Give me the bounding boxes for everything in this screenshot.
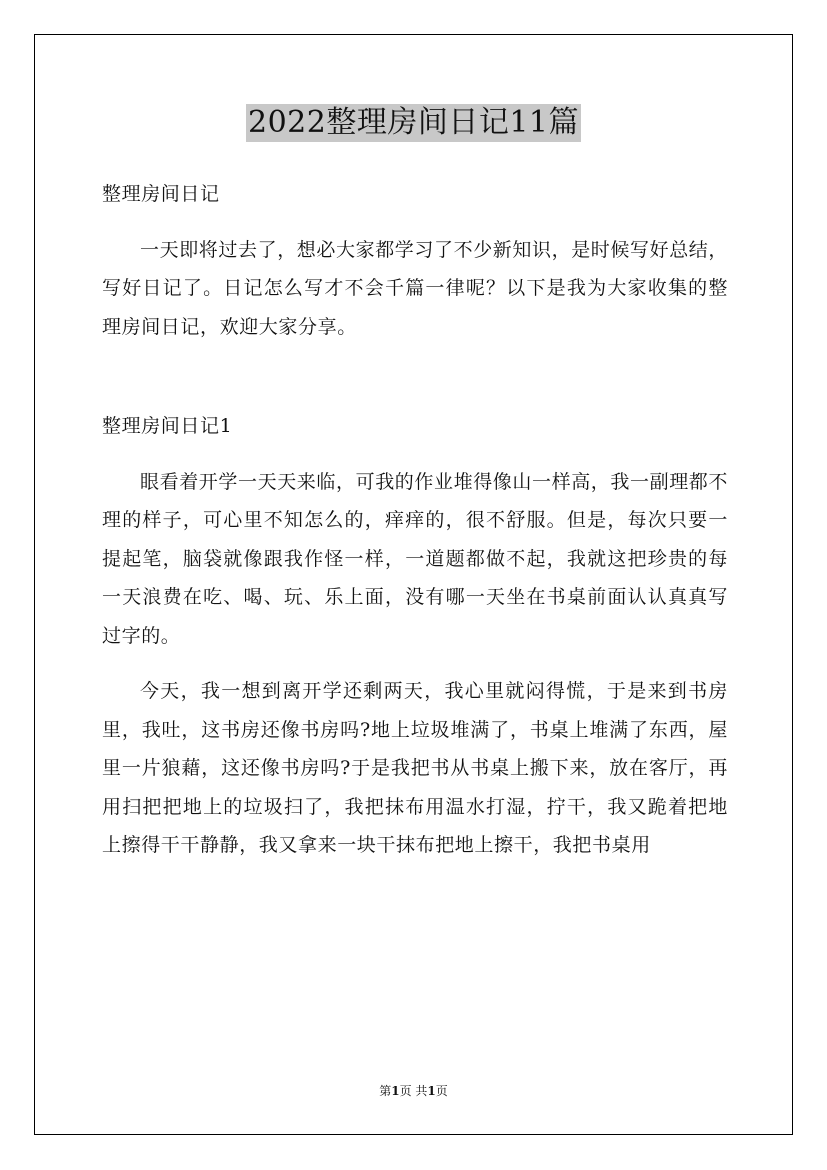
section-spacer xyxy=(102,346,728,407)
page-footer xyxy=(0,1083,827,1099)
footer-page-total: 1 xyxy=(427,1084,436,1098)
title-container xyxy=(0,104,827,142)
intro-paragraph: 一天即将过去了，想必大家都学习了不少新知识，是时候写好总结，写好日记了。日记怎么写才不会千篇一律呢？以下是我为大家收集的整理房间日记，欢迎大家分享。 xyxy=(102,238,729,338)
footer-page-prefix: 第 xyxy=(379,1084,392,1098)
intro-heading: 整理房间日记 xyxy=(102,183,220,205)
section1-heading: 整理房间日记1 xyxy=(102,415,233,437)
footer-page-current: 1 xyxy=(391,1084,400,1098)
section1-paragraph-2: 今天，我一想到离开学还剩两天，我心里就闷得慌，于是来到书房里，我吐，这书房还像书房吗?地上垃圾堆满了，书桌上堆满了东西，屋里一片狼藉，这还像书房吗?于是我把书从书桌上搬下来，放在客厅，再用扫把把地上的垃圾扫了，我把抹布用温水打湿，拧干，我又跪着把地上擦得干干静静，我又拿来一块干抹布把地上擦干，我把书桌用 xyxy=(102,680,728,856)
footer-page-suffix: 页 xyxy=(435,1084,448,1098)
section1-paragraph-1: 眼看着开学一天天来临，可我的作业堆得像山一样高，我一副理都不理的样子，可心里不知怎么的，痒痒的，很不舒服。但是，每次只要一提起笔，脑袋就像跟我作怪一样，一道题都做不起，我就这把珍贵的每一天浪费在吃、喝、玩、乐上面，没有哪一天坐在书桌前面认认真真写过字的。 xyxy=(102,470,729,647)
document-body xyxy=(102,175,728,865)
document-title: 2022整理房间日记11篇 xyxy=(247,105,580,140)
footer-page-mid: 页 共 xyxy=(399,1084,428,1098)
